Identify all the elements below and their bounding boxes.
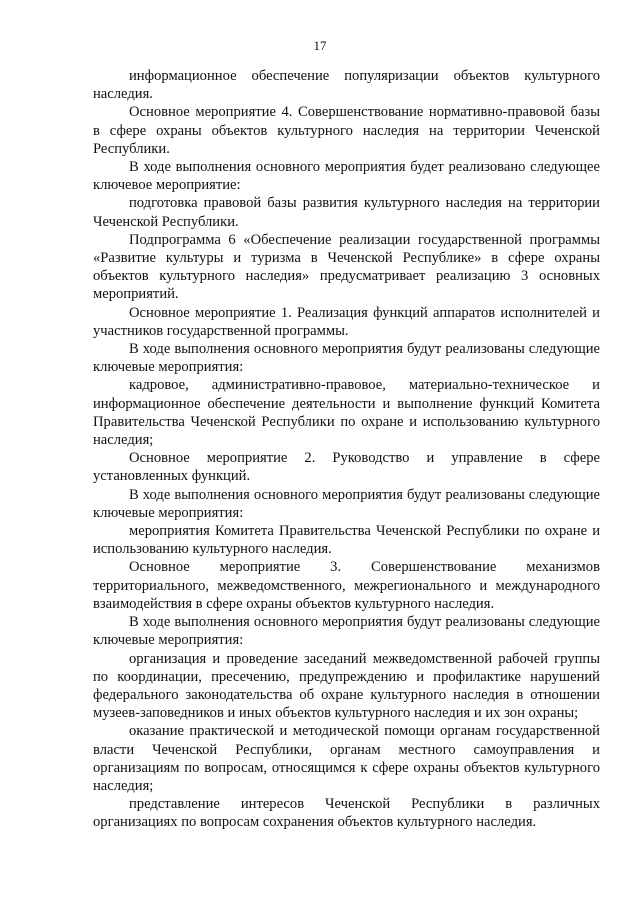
paragraph: информационное обеспечение популяризации объектов культурного наследия. (93, 68, 600, 103)
paragraph: мероприятия Комитета Правительства Чеченской Республики по охране и использованию культурного наследия. (93, 523, 600, 558)
paragraph: В ходе выполнения основного мероприятия будут реализованы следующие ключевые мероприятия: (93, 341, 600, 376)
paragraph: представление интересов Чеченской Республики в различных организациях по вопросам сохранения объектов культурного наследия. (93, 796, 600, 831)
paragraph: кадровое, административно-правовое, материально-техническое и информационное обеспечение деятельности и выполнение функций Комитета Правительства Чеченской Республики по охране и использованию культурного наследия; (93, 377, 600, 449)
page-number: 17 (313, 38, 327, 53)
paragraph: В ходе выполнения основного мероприятия будут реализованы следующие ключевые мероприятия: (93, 486, 600, 521)
paragraph: В ходе выполнения основного мероприятия будет реализовано следующее ключевое мероприятие: (93, 159, 600, 194)
paragraph: Подпрограмма 6 «Обеспечение реализации государственной программы «Развитие культуры и туризма в Чеченской Республике» в сфере охраны объектов культурного наследия» предусматривает реализацию 3 основных мероприятий. (93, 231, 600, 303)
paragraph: подготовка правовой базы развития культурного наследия на территории Чеченской Республики. (93, 195, 600, 230)
paragraph: Основное мероприятие 3. Совершенствование механизмов территориального, межведомственного, межрегионального и международного взаимодействия в сфере охраны объектов культурного наследия. (93, 559, 600, 612)
paragraph: В ходе выполнения основного мероприятия будут реализованы следующие ключевые мероприятия: (93, 614, 600, 649)
paragraph: Основное мероприятие 1. Реализация функций аппаратов исполнителей и участников государственной программы. (93, 304, 600, 339)
paragraph: оказание практической и методической помощи органам государственной власти Чеченской Республики, органам местного самоуправления и организациям по вопросам, относящимся к сфере охраны объектов культурного наследия; (93, 723, 600, 794)
body-text (93, 67, 600, 832)
paragraph: Основное мероприятие 4. Совершенствование нормативно-правовой базы в сфере охраны объектов культурного наследия на территории Чеченской Республики. (93, 104, 600, 157)
paragraph: Основное мероприятие 2. Руководство и управление в сфере установленных функций. (93, 450, 600, 485)
paragraph: организация и проведение заседаний межведомственной рабочей группы по координации, пресечению, предупреждению и профилактике нарушений федерального законодательства об охране культурного наследия в отношении музеев-заповедников и иных объектов культурного наследия и их зон охраны; (93, 650, 600, 722)
